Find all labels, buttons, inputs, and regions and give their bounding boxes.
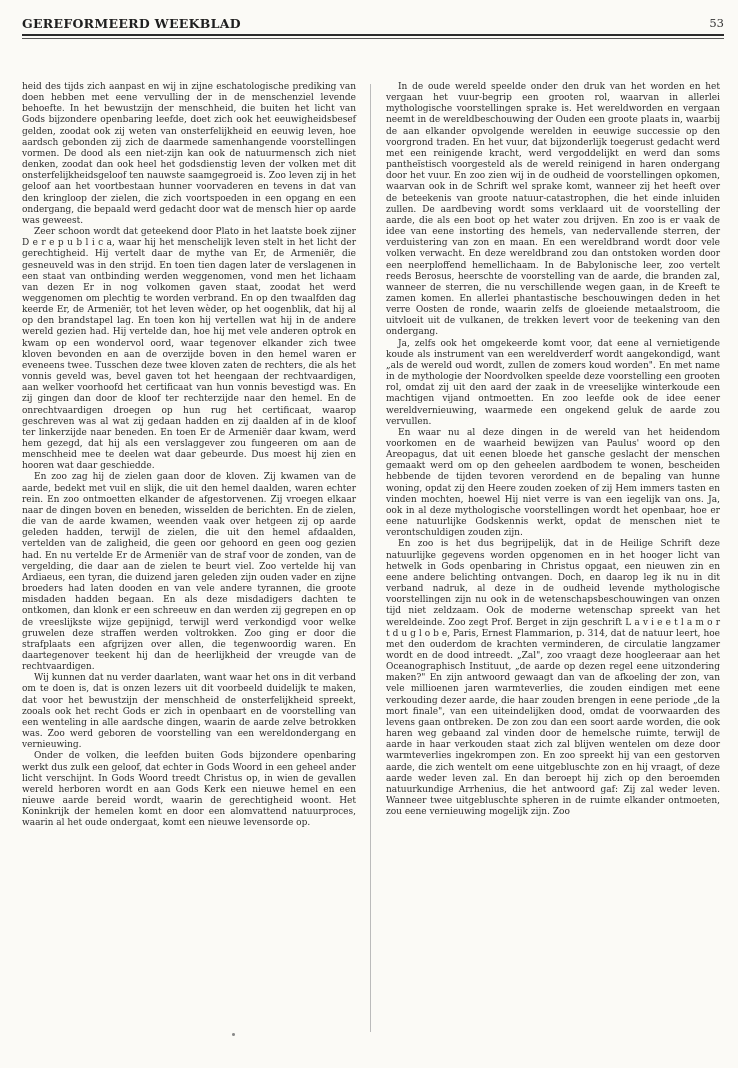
header-rule-thick	[22, 34, 724, 36]
left-column	[22, 82, 356, 829]
left-paragraph-5: Onder de volken, die leefden buiten Gods bijzondere openbaring werkt dus zulk een geloof, dat echter in Gods Woord in een geheel ander licht verschijnt. In Gods Woord treedt Christus op, in wien de gevallen wereld herboren wordt en aan Gods Kerk een nieuwe hemel en een nieuwe aarde bereid wordt, waarin de gerechtigheid woont. Het Koninkrijk der hemelen komt en door een alomvattend natuurproces, waarin al het oude ondergaat, komt een nieuwe levensorde op.	[22, 751, 356, 829]
right-paragraph-3: En waar nu al deze dingen in de wereld van het heidendom voorkomen en de waarheid bewijzen van Paulus' woord op den Areopagus, dat uit eenen bloede het gansche geslacht der menschen gemaakt werd om op den geheelen aardbodem te wonen, bescheiden hebbende de tijden tevoren verordend en de bepaling van hunne woning, opdat zij den Heere zouden zoeken of zij Hem immers tasten en vinden mochten, hoewel Hij niet verre is van een iegelijk van ons. Ja, ook in al deze mythologische voorstellingen wordt het openbaar, hoe er eene natuurlijke Godskennis werkt, opdat de menschen niet te verontschuldigen zouden zijn.	[386, 427, 720, 539]
running-title: GEREFORMEERD WEEKBLAD	[22, 16, 241, 31]
column-divider	[370, 84, 371, 1032]
right-paragraph-2: Ja, zelfs ook het omgekeerde komt voor, dat eene al vernietigende koude als instrument van een wereldverderf wordt aangekondigd, want „als de wereld oud wordt, zullen de zomers koud worden". En met name in de mythologie der Noordvolken speelde deze voorstelling een grooten rol, omdat zij uit den aard der zaak in de vreeselijke winterkoude een machtigen vijand ontmoetten. En zoo leefde ook de idee eener wereldvernieuwing, waarmede een ongekend geluk de aarde zou vervullen.	[386, 338, 720, 427]
page-header	[22, 14, 724, 36]
right-paragraph-1: In de oude wereld speelde onder den druk van het worden en het vergaan het vuur-begrip een grooten rol, waarvan in allerlei mythologische voorstellingen sprake is. Het wereldworden en vergaan neemt in de wereldbeschouwing der Ouden een groote plaats in, waarbij de aan elkander opvolgende werelden in eeuwige successie op den voorgrond traden. En het vuur, dat bijzonderlijk toegerust gedacht werd met een reinigende kracht, werd vergoddelijkt en werd dan soms pantheïstisch voorgesteld als de wereld reinigend in haren ondergang door het vuur. En zoo zien wij in de oudheid de voorstellingen opkomen, waarvan ook in de Schrift wel sprake komt, wanneer zij het heeft over de beteekenis van groote natuur-catastrophen, die het einde inluiden zullen. De aardbeving wordt soms verklaard uit de voorstelling der aarde, die als een boot op het water zou drijven. En zoo is er vaak de idee van eene instorting des hemels, van nedervallende sterren, der verduistering van zon en maan. En een wereldbrand wordt door vele volken verwacht. En deze wereldbrand zou dan ontstoken worden door een neerploffend hemellichaam. In de Babylonische leer, zoo vertelt reeds Berosus, heerschte de voorstelling van de aarde, die branden zal, wanneer de sterren, die nu verschillende wegen gaan, in de Kreeft te zamen komen. En allerlei phantastische beschouwingen deden in het verre Oosten de ronde, waarin zelfs de gloeiende metaalstroom, die uitvloeit uit de vulkanen, de trekken levert voor de teekening van den ondergang.	[386, 82, 720, 338]
left-paragraph-1: heid des tijds zich aanpast en wij in zijne eschatologische prediking van doen hebben met eene vervulling der in de menschenziel levende behoefte. In het bewustzijn der menschheid, die buiten het licht van Gods bijzondere openbaring leefde, doet zich ook het eeuwigheidsbesef gelden, zoodat ook zij weten van onsterfelijkheid en eeuwig leven, hoe aardsch gebonden zij zich de daarmede samenhangende voorstellingen vormen. De dood als een niet-zijn kan ook de natuurmensch zich niet denken, zoodat dan ook heel het godsdienstig leven der volken met dit onsterfelijkheidsgeloof ten nauwste saamgegroeid is. Zoo leven zij in het geloof aan het voortbestaan hunner voorvaderen en tevens in dat van den kringloop der zielen, die zich voortspoeden in een opgang en een ondergang, die bepaald werd gedacht door wat de mensch hier op aarde was geweest.	[22, 82, 356, 226]
right-column	[386, 82, 720, 818]
right-paragraph-4: En zoo is het dus begrijpelijk, dat in de Heilige Schrift deze natuurlijke gegevens worden opgenomen en in het hooger licht van hetwelk in Gods openbaring in Christus opgaat, een nieuwen zin en eene andere belichting ontvangen. Doch, en daarop leg ik nu in dit verband nadruk, al deze in de oudheid levende mythologische voorstellingen zijn nu ook in de wetenschapsbeschouwingen van onzen tijd niet zeldzaam. Ook de moderne wetenschap spreekt van het wereldeinde. Zoo zegt Prof. Berget in zijn geschrift L a v i e e t l a m o r t d u g l o b e, Paris, Ernest Flammarion, p. 314, dat de natuur leert, hoe met den ouderdom de krachten verminderen, de circulatie langzamer wordt en de dood intreedt. „Zal", zoo vraagt deze hoogleeraar aan het Oceanographisch Instituut, „de aarde op dezen regel eene uitzondering maken?" En zijn antwoord gewaagt dan van de afkoeling der zon, van vele millioenen jaren warmteverlies, die zouden eindigen met eene verkouding dezer aarde, die haar zouden brengen in eene periode „de la mort finale", van een uiteindelijken dood, omdat de voorwaarden des levens gaan ontbreken. De zon zou dan een soort aarde worden, die ook haren weg gebaand zal vinden door de hemelsche ruimte, terwijl de aarde in haar verkouden staat zich zal blijven wentelen om deze door warmteverlies ingekrompen zon. En zoo spreekt hij van een gestorven aarde, die zich wentelt om eene uitgebluschte zon en hij vraagt, of deze aarde weder leven zal. En dan beroept hij zich op den beroemden natuurkundige Arrhenius, die het antwoord gaf: Zij zal weder leven. Wanneer twee uitgebluschte spheren in de ruimte elkander ontmoeten, zou eene vernieuwing mogelijk zijn. Zoo	[386, 539, 720, 818]
left-paragraph-3: En zoo zag hij de zielen gaan door de kloven. Zij kwamen van de aarde, bedekt met vuil en slijk, die uit den hemel daalden, waren echter rein. En zoo ontmoetten elkander de afgestorvenen. Zij vroegen elkaar naar de dingen boven en beneden, wisselden de berichten. En de zielen, die van de aarde kwamen, weenden vaak over hetgeen zij op aarde geleden hadden, terwijl de zielen, die uit den hemel afdaalden, vertelden van de zaligheid, die geen oor gehoord en geen oog gezien had. En nu vertelde Er de Armeniër van de straf voor de zonden, van de vergelding, die daar aan de zielen te beurt viel. Zoo vertelde hij van Ardiaeus, een tyran, die duizend jaren geleden zijn ouden vader en zijne broeders had laten dooden en van vele andere tyrannen, die groote misdaden hadden begaan. En als deze misdadigers dachten te ontkomen, dan klonk er een schreeuw en dan werden zij gegrepen en op de vreeslijkste wijze gepijnigd, terwijl werd verkondigd voor welke gruwelen deze straffen werden voltrokken. Zoo ging er door die strafplaats een afgrijzen over allen, die tegenwoordig waren. En daartegenover teekent hij dan de heerlijkheid der vreugde van de rechtvaardigen.	[22, 472, 356, 673]
page-blemish	[232, 1033, 235, 1036]
page-number: 53	[709, 16, 724, 30]
left-paragraph-4: Wij kunnen dat nu verder daarlaten, want waar het ons in dit verband om te doen is, dat is onzen lezers uit dit voorbeeld duidelijk te maken, dat voor het bewustzijn der menschheid de onsterfelijkheid spreekt, zooals ook het recht Gods er zich in openbaart en de voorstelling van een wenteling in alle aardsche dingen, waarin de aarde zelve betrokken was. Zoo werd geboren de voorstelling van een wereldondergang en vernieuwing.	[22, 673, 356, 751]
left-paragraph-2: Zeer schoon wordt dat geteekend door Plato in het laatste boek zijner D e r e p u b l i c a, waar hij het menschelijk leven stelt in het licht der gerechtigheid. Hij vertelt daar de mythe van Er, de Armeniër, die gesneuveld was in den strijd. En toen tien dagen later de verslagenen in een staat van ontbinding werden weggenomen, vond men het lichaam van dezen Er in nog volkomen gaven staat, zoodat het werd weggenomen om plechtig te worden verbrand. En op den twaalfden dag keerde Er, de Armeniër, tot het leven wèder, op het oogenblik, dat hij al op den brandstapel lag. En toen kon hij vertellen wat hij in de andere wereld gezien had. Hij vertelde dan, hoe hij met vele anderen optrok en kwam op een wondervol oord, waar tegenover elkander zich twee kloven bevonden en aan de overzijde boven in den hemel waren er eveneens twee. Tusschen deze twee kloven zaten de rechters, die als het vonnis geveld was, bevel gaven tot het heengaan der rechtvaardigen, aan welker voorhoofd het certificaat van hun vonnis bevestigd was. En zij gingen dan door de kloof ter rechterzijde naar den hemel. En de onrechtvaardigen droegen op hun rug het certificaat, waarop geschreven was al wat zij gedaan hadden en zij daalden af in de kloof ter linkerzijde naar beneden. En toen Er de Armeniër daar kwam, werd hem gezegd, dat hij als een verslaggever zou fungeeren om aan de menschheid mee te deelen wat daar gebeurde. Dus moest hij zien en hooren wat daar geschiedde.	[22, 227, 356, 472]
header-rule-thin	[22, 38, 724, 39]
